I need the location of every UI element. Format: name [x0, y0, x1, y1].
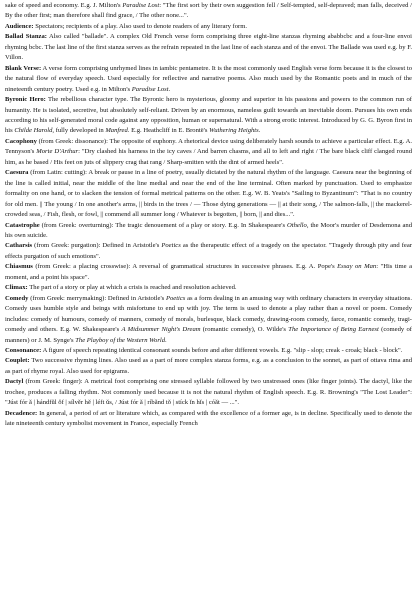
entry-term: Dactyl: [5, 378, 24, 386]
entry-text: The rebellious character type. The Byronic hero is mysterious, gloomy and superior in his passions and powers to the common run of humanity. He is isolated, secretive, but absolutely self-reliant. Driven by an enormous, nameless guilt towards an inevitable doom. Pursues his own ends according to his self-generated moral code against any opposition, human or supernatural. With a strong erotic interest. Introduced by G. G. Byron first in his: [5, 96, 412, 135]
entry-term: Decadence:: [5, 409, 38, 417]
entry-italic-title: Othello: [287, 221, 307, 229]
entry-text: sake of speed and economy. E.g. J. Milton's: [5, 2, 123, 9]
entry-text: Two successive rhyming lines. Also used as a part of more complex stanza forms, e.g. as a conclusion to the sonnet, as part of ottava rima and as part of rhyme royal. Also used for epigrams.: [5, 357, 412, 375]
entry-text: (from Greek: overturning): The tragic denouement of a play or story. E.g. In Shakespeare's: [39, 221, 288, 229]
glossary-entry-decadence: [5, 409, 412, 430]
entry-text: (from Greek: merrymaking): Defined in Aristotle's: [28, 294, 166, 302]
entry-term: Ballad Stanza:: [5, 33, 47, 41]
glossary-entry-couplet: [5, 356, 412, 377]
entry-italic-title: Paradise Lost: [131, 85, 169, 93]
entry-text: : "The first sort by their own suggestion fell / Self-tempted, self-depraved; man falls, deceived / By the other first; man therefore shall find grace, / The other none...".: [5, 2, 412, 20]
glossary-page: [5, 1, 412, 430]
entry-italic-title: The Importance of Being Earnest: [288, 326, 379, 334]
entry-italic-title: Morte D'Arthur: [36, 148, 79, 156]
glossary-entry-catastrophe: [5, 221, 412, 242]
entry-term: Blank Verse:: [5, 64, 42, 72]
entry-text: Also called "ballade". A complex Old French verse form comprising three eight-line stanzas rhyming ababbcbc and a four-line envoi rhyming bcbc. The last line of the first stanza serves as the refrain repeated in the last line of each stanza and of the envoi. The Ballade was used e.g. by F. Villon.: [5, 33, 412, 62]
entry-text: A verse form comprising unrhymed lines in iambic pentametre. It is the most commonly used English verse form because it is the closest to the natural flow of everyday speech. Used especially for reflective and narrative poems. Also much used by the Romantic poets and in much of the nineteenth century poetry. Used e.g. in Milton's: [5, 64, 412, 93]
entry-term: Catastrophe: [5, 221, 40, 229]
glossary-entry-continuation: [5, 1, 412, 22]
entry-text: as a form dealing in an amusing way with ordinary characters in everyday situations. Comedy uses humble style and beings with misfortune to end up with joy. The term is used to denote a play rather than a novel or poem. Comedy includes: comedy of humours, comedy of manners, comedy of morals, burlesque, black comedy, drawing-room comedy, farce, romantic comedy, tragi-comedy and others. E.g. W. Shakespeare's: [5, 294, 413, 334]
entry-italic-title: A Midsummer Night's Dream: [121, 326, 201, 334]
entry-text: .: [168, 85, 171, 93]
entry-text: : "His time a moment, and a point his space".: [5, 263, 412, 281]
entry-text: , the Moor's murder of Desdemona and his own suicide.: [5, 221, 412, 239]
glossary-entry-blank-verse: [5, 64, 412, 95]
entry-text: Spectators; recipients of a play. Also used to denote readers of any literary form.: [33, 22, 248, 30]
entry-term: Byronic Hero:: [5, 96, 46, 104]
entry-term: Consonance:: [5, 346, 42, 354]
entry-term: Catharsis: [5, 242, 33, 250]
entry-text: (from Greek: purgation): Defined in Aristotle's: [32, 242, 162, 250]
entry-term: Audience:: [5, 22, 34, 30]
entry-text: (from Greek: dissonance): The opposite of euphony. A rhetorical device using deliberately harsh sounds to achieve a particular effect. E.g. A. Tennyson's: [5, 137, 412, 156]
entry-italic-title: The Playboy of the Western World: [75, 336, 166, 344]
entry-term: Climax:: [5, 284, 28, 292]
entry-italic-title: Wuthering Heights: [209, 127, 259, 135]
glossary-entry-byronic-hero: [5, 95, 412, 137]
glossary-entry-catharsis: [5, 241, 412, 262]
entry-italic-title: Manfred: [105, 127, 128, 135]
entry-text: .: [258, 127, 261, 135]
entry-italic-title: Poetics: [165, 294, 186, 302]
entry-text: A figure of speech repeating identical consonant sounds before and after different vowels. E.g. "slip - slop; creak - croak; black - block".: [41, 346, 403, 354]
glossary-entry-cacophony: [5, 137, 412, 168]
entry-text: In general, a period of art or literature which, as compared with the excellence of a former age, is in decline. Specifically used to denote the late nineteenth century symbolist movement in France, especially French: [5, 409, 412, 428]
glossary-entry-climax: [5, 283, 412, 293]
entry-term: Couplet:: [5, 357, 30, 365]
entry-italic-title: Childe Harold: [14, 127, 53, 135]
glossary-entry-ballad-stanza: [5, 32, 412, 63]
entry-text: , fully developed in: [52, 127, 106, 135]
entry-text: (comedy of manners) or J. M. Synge's: [5, 326, 413, 344]
entry-text: (romantic comedy), O. Wilde's: [200, 326, 289, 334]
entry-term: Cacophony: [5, 137, 37, 145]
entry-italic-title: Poetics: [161, 242, 181, 250]
entry-italic-title: Essay on Man: [337, 263, 377, 271]
entry-text: .: [165, 336, 167, 344]
entry-term: Comedy: [5, 294, 29, 302]
entry-text: The part of a story or play at which a crisis is reached and resolution achieved.: [27, 284, 237, 292]
entry-text: (from Latin: cutting): A break or pause in a line of poetry, usually dictated by the natural rhythm of the language. Caesura near the beginning of the line is called initial, near the middle of the line medial and near the end of the line terminal. Often marked by punctuation. Used to emphasize formality on one hand, or to slacken the tension of formal metrical patterns on the other. E.g. W. B. Yeats's "Sailing to Byzantinum": "That is no country for old men. || The young / In one another's arms, || birds in the trees / — Those dying generations — || at their song, / The salmon-falls, || the mackerel-crowded seas, / Fish, flesh, or fowl, || commend all summer long / Whatever is begotten, || born, || and dies...".: [5, 169, 412, 219]
entry-text: (from Greek: a placing crosswise): A reversal of grammatical structures in successive phrases. E.g. A. Pope's: [32, 263, 338, 271]
entry-term: Chiasmus: [5, 263, 33, 271]
glossary-entry-comedy: [5, 294, 412, 346]
glossary-entry-dactyl: [5, 377, 412, 408]
entry-text: as the therapeutic effect of a tragedy on the spectator. "Tragedy through pity and fear effects purgation of such emotions".: [5, 242, 412, 260]
glossary-entry-chiasmus: [5, 262, 412, 283]
glossary-entry-caesura: [5, 168, 412, 220]
entry-text: : "Dry clashed his harness in the icy caves / And barren chasms, and all to left and right / The bare black cliff clanged round him, as he based / His feet on juts of slippery crag that rang / Sharp-smitten with the dint of armed heels".: [5, 148, 413, 166]
entry-text: (from Greek: finger): A metrical foot comprising one stressed syllable followed by two unstressed ones (like finger joints). The dactyl, like the trochee, produces a falling rhythm. Not commonly used because it is not the natural rhythm of English speech. E.g. R. Browning's "The Lost Leader": "Júst fór ă | hándfŭl ŏf | sílvĕr hĕ | léft ŭs, / Júst fór ă | ríbănd tŏ | stíck ĭn hĭs | cóăt — ...".: [5, 378, 412, 407]
entry-term: Caesura: [5, 169, 29, 177]
glossary-entry-audience: [5, 22, 412, 32]
glossary-entry-consonance: [5, 346, 412, 356]
entry-italic-title: Paradise Lost: [122, 2, 160, 9]
entry-text: . E.g. Heathcliff in E. Brontë's: [127, 127, 210, 135]
